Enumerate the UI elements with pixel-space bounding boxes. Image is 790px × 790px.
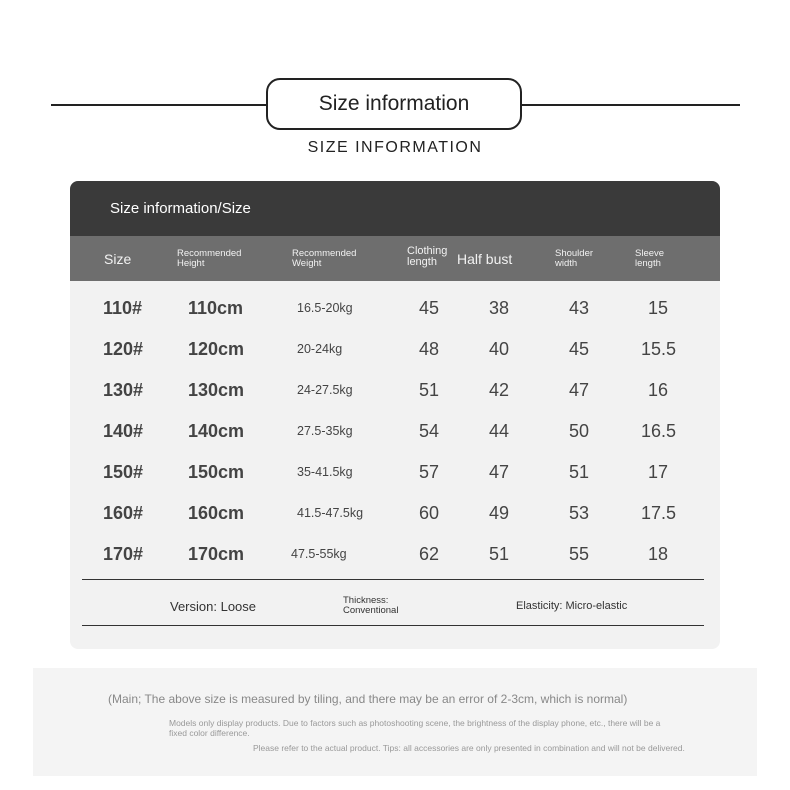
weight-cell: 16.5-20kg bbox=[297, 301, 353, 315]
half-bust-cell: 44 bbox=[489, 421, 510, 441]
weight-cell: 20-24kg bbox=[297, 342, 343, 356]
table-row bbox=[70, 327, 720, 368]
shoulder-width-cell: 47 bbox=[569, 380, 590, 400]
sleeve-length-cell: 17.5 bbox=[641, 503, 677, 523]
size-cell: 120# bbox=[103, 339, 144, 359]
size-cell: 110# bbox=[103, 298, 143, 318]
height-cell: 120cm bbox=[188, 339, 245, 359]
col-size: Size bbox=[104, 251, 132, 267]
sleeve-length-cell: 16.5 bbox=[641, 421, 677, 441]
half-bust-cell: 51 bbox=[489, 544, 510, 564]
height-cell: 140cm bbox=[188, 421, 245, 441]
sleeve-length-cell: 15.5 bbox=[641, 339, 677, 359]
half-bust-cell: 40 bbox=[489, 339, 510, 359]
table-row bbox=[70, 491, 720, 532]
clothing-length-cell: 45 bbox=[419, 298, 440, 318]
version-label: Version: Loose bbox=[170, 599, 257, 614]
clothing-length-cell: 48 bbox=[419, 339, 440, 359]
shoulder-width-cell: 53 bbox=[569, 503, 590, 523]
weight-cell: 35-41.5kg bbox=[297, 465, 353, 479]
half-bust-cell: 38 bbox=[489, 298, 510, 318]
table-row bbox=[70, 409, 720, 450]
half-bust-cell: 42 bbox=[489, 380, 510, 400]
size-cell: 140# bbox=[103, 421, 144, 441]
size-cell: 130# bbox=[103, 380, 144, 400]
col-height: Recommended Height bbox=[177, 248, 242, 269]
table-row bbox=[70, 286, 720, 327]
shoulder-width-cell: 50 bbox=[569, 421, 590, 441]
half-bust-cell: 49 bbox=[489, 503, 510, 523]
clothing-length-cell: 54 bbox=[419, 421, 440, 441]
column-header-row bbox=[70, 236, 720, 281]
table-row bbox=[70, 368, 720, 409]
table-title: Size information/Size bbox=[110, 200, 251, 217]
size-table-card bbox=[70, 181, 720, 649]
sleeve-length-cell: 18 bbox=[648, 544, 669, 564]
banner-rule-left bbox=[51, 104, 268, 106]
sleeve-length-cell: 16 bbox=[648, 380, 669, 400]
elasticity-label: Elasticity: Micro-elastic bbox=[516, 600, 628, 612]
notes-panel bbox=[33, 668, 757, 776]
color-difference-note: Models only display products. Due to factors such as photoshooting scene, the brightness of the display phone, etc., there will be a fixed color difference. bbox=[169, 718, 661, 738]
footer-bottom-divider bbox=[82, 625, 704, 626]
shoulder-width-cell: 51 bbox=[569, 462, 590, 482]
col-weight: Recommended Weight bbox=[292, 248, 357, 269]
thickness-label: Thickness: Conventional bbox=[343, 595, 399, 616]
weight-cell: 41.5-47.5kg bbox=[297, 506, 364, 520]
table-header-bar bbox=[70, 181, 720, 236]
accessories-note: Please refer to the actual product. Tips: all accessories are only presented in combination and will not be delivered. bbox=[253, 743, 685, 753]
size-cell: 170# bbox=[103, 544, 144, 564]
size-cell: 160# bbox=[103, 503, 144, 523]
shoulder-width-cell: 55 bbox=[569, 544, 590, 564]
page-subtitle: SIZE INFORMATION bbox=[307, 139, 483, 156]
clothing-length-cell: 57 bbox=[419, 462, 440, 482]
weight-cell: 24-27.5kg bbox=[297, 383, 353, 397]
banner-rule-right bbox=[520, 104, 740, 106]
shoulder-width-cell: 45 bbox=[569, 339, 590, 359]
footer-top-divider bbox=[82, 579, 704, 580]
clothing-length-cell: 60 bbox=[419, 503, 440, 523]
sleeve-length-cell: 15 bbox=[648, 298, 669, 318]
weight-cell: 27.5-35kg bbox=[297, 424, 353, 438]
height-cell: 150cm bbox=[188, 462, 245, 482]
half-bust-cell: 47 bbox=[489, 462, 510, 482]
col-clothing-length: Clothing length bbox=[407, 245, 448, 268]
height-cell: 160cm bbox=[188, 503, 245, 523]
page-title: Size information bbox=[266, 78, 522, 130]
height-cell: 110cm bbox=[188, 298, 244, 318]
col-half-bust: Half bust bbox=[457, 251, 513, 267]
shoulder-width-cell: 43 bbox=[569, 298, 590, 318]
height-cell: 130cm bbox=[188, 380, 245, 400]
weight-cell: 47.5-55kg bbox=[291, 547, 347, 561]
table-row bbox=[70, 532, 720, 573]
height-cell: 170cm bbox=[188, 544, 245, 564]
size-cell: 150# bbox=[103, 462, 144, 482]
col-shoulder-width: Shoulder width bbox=[555, 248, 594, 269]
clothing-length-cell: 62 bbox=[419, 544, 440, 564]
sleeve-length-cell: 17 bbox=[648, 462, 669, 482]
col-sleeve-length: Sleeve length bbox=[635, 248, 665, 269]
table-row bbox=[70, 450, 720, 491]
measurement-note: (Main; The above size is measured by tiling, and there may be an error of 2-3cm, which is normal) bbox=[108, 692, 628, 706]
clothing-length-cell: 51 bbox=[419, 380, 440, 400]
